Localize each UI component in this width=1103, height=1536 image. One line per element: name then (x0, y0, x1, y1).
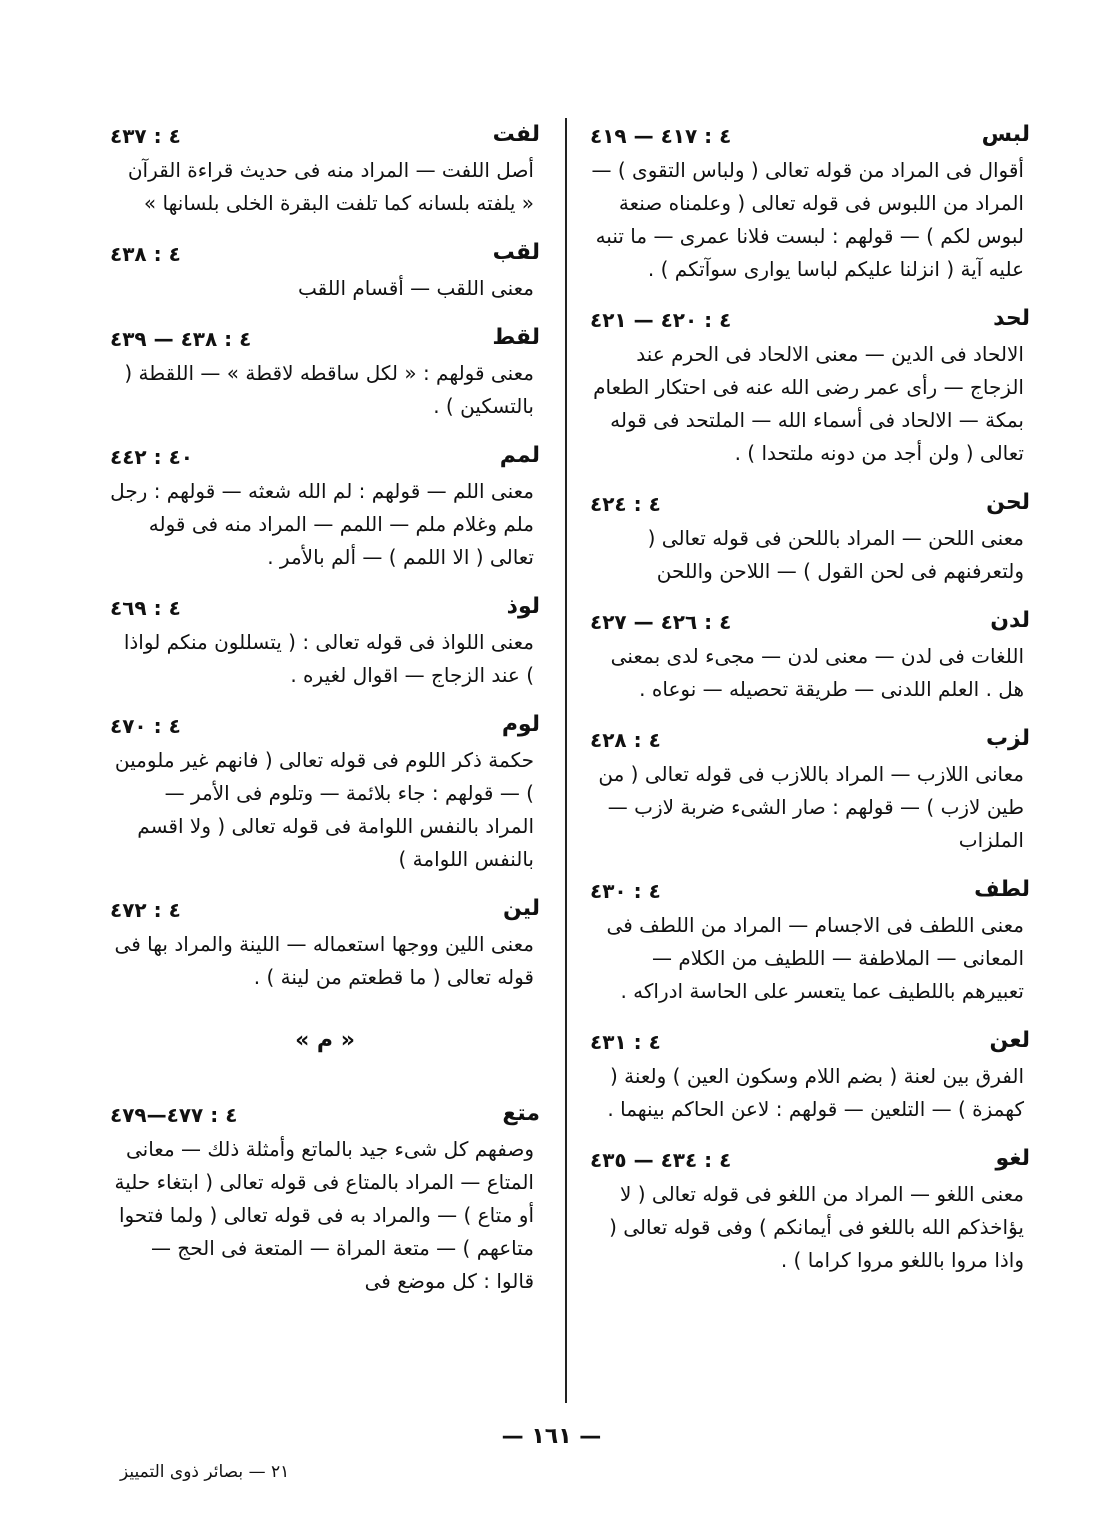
entry-text: حكمة ذكر اللوم فى قوله تعالى ( فانهم غير ملومين ) — قولهم : جاء بلائمة — وتلوم فى الأمر — المراد بالنفس اللوامة فى قوله تعالى ( ولا اقسم بالنفس اللوامة ) (114, 748, 534, 871)
entry-word: لفت (492, 122, 540, 147)
entry-text: معنى اللغو — المراد من اللغو فى قوله تعالى ( لا يؤاخذكم الله باللغو فى أيمانكم ) وفى قوله تعالى ( واذا مروا باللغو مروا كراما ) . (609, 1182, 1024, 1272)
entry-ref: ٤ : ٤١٧ — ٤١٩ (590, 124, 732, 148)
entry-ref: ٤ : ٤٧٠ (110, 714, 181, 738)
entry-text: معنى اللواذ فى قوله تعالى : ( يتسللون منكم لواذا ) عند الزجاج — اقوال لغيره . (123, 630, 534, 687)
entry-text: معنى اللطف فى الاجسام — المراد من اللطف فى المعانى — الملاطفة — اللطيف من الكلام — تعبيرهم باللطيف عما يتعسر على الحاسة ادراكه . (606, 913, 1024, 1003)
entry-word: لدن (990, 608, 1030, 633)
entry-word: لمم (499, 443, 540, 468)
entry-word: لحن (986, 490, 1030, 515)
entry-word: لطف (974, 877, 1030, 902)
entry-text: اللغات فى لدن — معنى لدن — مجىء لدى بمعنى هل . العلم اللدنى — طريقة تحصيله — نوعاه . (610, 644, 1024, 701)
entry-لطف (590, 873, 1030, 1008)
entry-لحد (590, 302, 1030, 470)
entry-text: معنى اللقب — أقسام اللقب (298, 276, 534, 300)
entry-word: لوذ (506, 594, 540, 619)
entry-word: لزب (985, 726, 1030, 751)
entry-لين (110, 892, 540, 994)
section-heading: « م » (295, 1028, 355, 1053)
entry-ref: ٤ : ٤٣٨ (110, 242, 181, 266)
entry-text: أقوال فى المراد من قوله تعالى ( ولباس التقوى ) — المراد من اللبوس فى قوله تعالى ( وعلمناه صنعة لبوس لكم ) — قولهم : لبست فلانا عمرى — ما تنبه عليه آية ( انزلنا عليكم لباسا يوارى سوآتكم ) . (591, 158, 1024, 281)
entry-text: معنى اللين ووجها استعماله — اللينة والمراد بها فى قوله تعالى ( ما قطعتم من لينة ) . (114, 932, 534, 989)
entry-text: وصفهم كل شىء جيد بالماتع وأمثلة ذلك — معانى المتاع — المراد بالمتاع فى قوله تعالى ( ابتغاء حلية أو متاع ) — والمراد به فى قوله تعالى ( ولما فتحوا متاعهم ) — متعة المراة — المتعة فى الحج — قالوا : كل موضع فى (114, 1137, 534, 1293)
entry-لفت (110, 118, 540, 220)
entry-لغو (590, 1142, 1030, 1277)
entry-لزب (590, 722, 1030, 857)
entry-text: الفرق بين لعنة ( بضم اللام وسكون العين ) ولعنة ( كهمزة ) — التلعين — قولهم : لاعن الحاكم بينهما . (607, 1064, 1024, 1121)
entry-word: متع (502, 1101, 540, 1126)
entry-ref: ٤ : ٤٢٤ (590, 492, 661, 516)
page-number: — ١٦١ — (501, 1424, 602, 1449)
right-column (590, 118, 1030, 1293)
entry-لقط (110, 321, 540, 423)
entry-ref: ٤ : ٤٢٦ — ٤٢٧ (590, 610, 732, 634)
entry-word: لبس (981, 122, 1030, 147)
entry-word: لحد (993, 306, 1030, 331)
entry-word: لقط (492, 325, 540, 350)
entry-word: لين (502, 896, 540, 921)
entry-text: معانى اللازب — المراد باللازب فى قوله تعالى ( من طين لازب ) — قولهم : صار الشىء ضربة لازب — الملزاب (598, 762, 1024, 852)
entry-لعن (590, 1024, 1030, 1126)
entry-ref: ٤ : ٤٢٨ (590, 728, 661, 752)
footer-caption: ٢١ — بصائر ذوى التمييز (120, 1462, 290, 1482)
entry-ref: ٤ : ٤٣٤ — ٤٣٥ (590, 1148, 732, 1172)
entry-لحن (590, 486, 1030, 588)
entry-ref: ٤٠ : ٤٤٢ (110, 445, 193, 469)
entry-ref: ٤ : ٤٦٩ (110, 596, 181, 620)
entry-لوم (110, 708, 540, 876)
entry-ref: ٤ : ٤٧٧—٤٧٩ (110, 1103, 238, 1127)
entry-text: أصل اللفت — المراد منه فى حديث قراءة القرآن « يلفته بلسانه كما تلفت البقرة الخلى بلسانها » (127, 158, 534, 215)
entry-text: معنى قولهم : « لكل ساقطه لاقطة » — اللقطة ( بالتسكين ) . (124, 361, 534, 418)
entry-word: لغو (995, 1146, 1030, 1171)
entry-ref: ٤ : ٤٢٠ — ٤٢١ (590, 308, 732, 332)
entry-text: معنى اللم — قولهم : لم الله شعثه — قولهم : رجل ملم وغلام ملم — اللمم — المراد منه فى قوله تعالى ( الا اللمم ) — ألم بالأمر . (110, 479, 534, 569)
entry-word: لعن (989, 1028, 1030, 1053)
entry-ref: ٤ : ٤٣٠ (590, 879, 661, 903)
entry-لوذ (110, 590, 540, 692)
entry-لدن (590, 604, 1030, 706)
entry-ref: ٤ : ٤٧٢ (110, 898, 181, 922)
entry-word: لقب (492, 240, 540, 265)
column-divider (565, 118, 567, 1403)
entry-text: الالحاد فى الدين — معنى الالحاد فى الحرم عند الزجاج — رأى عمر رضى الله عنه فى احتكار الطعام بمكة — الالحاد فى أسماء الله — الملتحد فى قوله تعالى ( ولن أجد من دونه ملتحدا ) . (593, 342, 1024, 465)
left-column (110, 118, 540, 1314)
entry-متع (110, 1097, 540, 1298)
entry-لقب (110, 236, 540, 305)
entry-ref: ٤ : ٤٣٨ — ٤٣٩ (110, 327, 252, 351)
entry-لمم (110, 439, 540, 574)
entry-text: معنى اللحن — المراد باللحن فى قوله تعالى ( ولتعرفنهم فى لحن القول ) — اللاحن واللحن (647, 526, 1024, 583)
entry-ref: ٤ : ٤٣٧ (110, 124, 181, 148)
entry-ref: ٤ : ٤٣١ (590, 1030, 661, 1054)
entry-لبس (590, 118, 1030, 286)
entry-word: لوم (501, 712, 540, 737)
